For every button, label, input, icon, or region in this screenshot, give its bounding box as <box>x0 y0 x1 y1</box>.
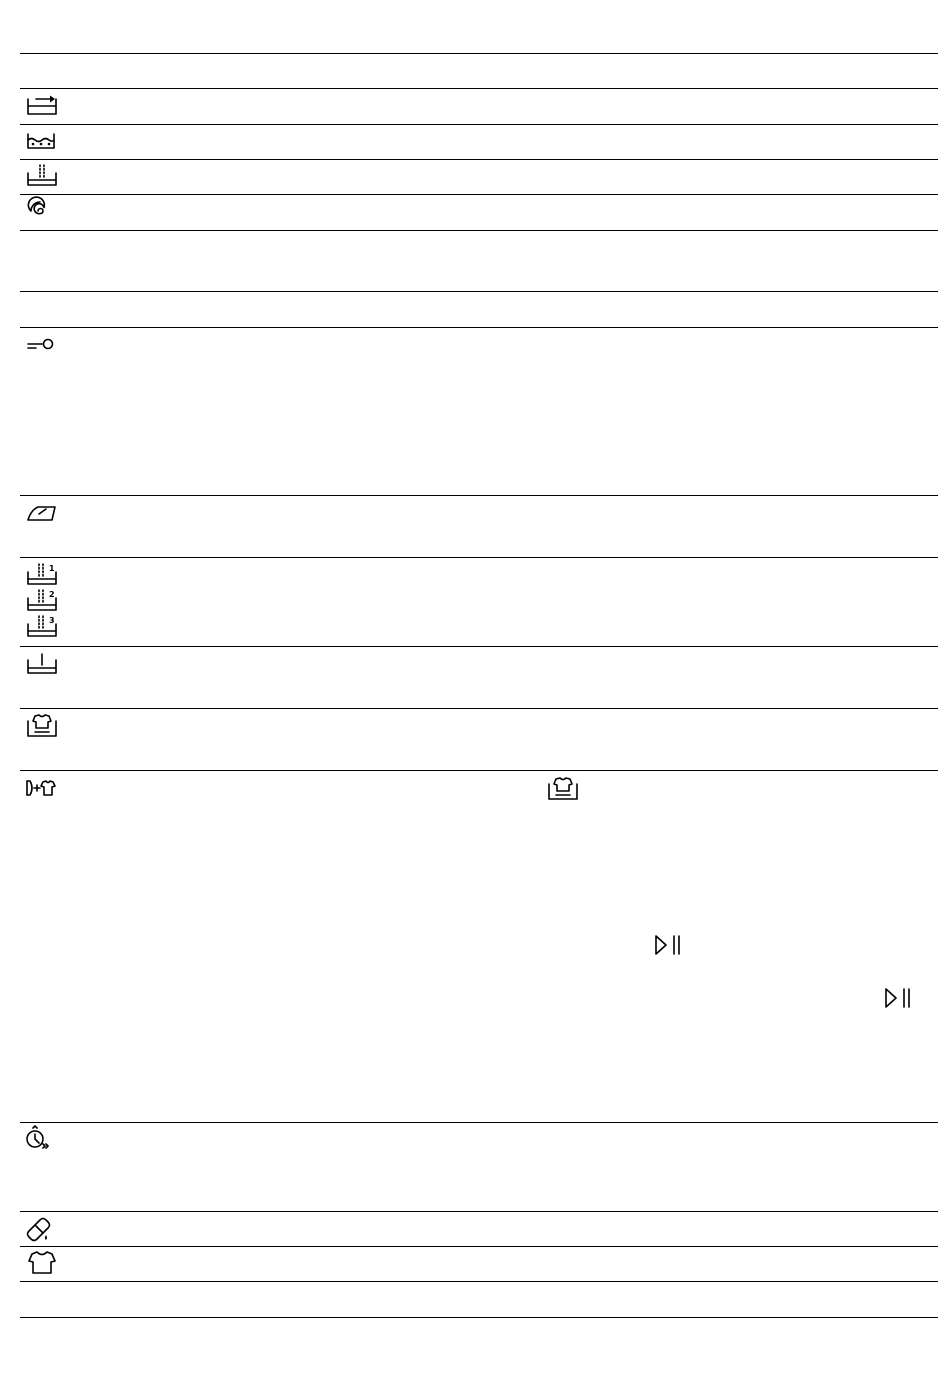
prewash-icon <box>24 92 60 118</box>
table-rule <box>20 53 938 54</box>
table-rule <box>20 770 938 771</box>
table-rule <box>20 495 938 496</box>
rinse-plus-2-icon <box>24 587 60 613</box>
table-rule <box>20 159 938 160</box>
stain-remover-icon <box>24 1215 60 1241</box>
table-rule <box>20 646 938 647</box>
rinse-plus-3-number: 3 <box>49 616 55 625</box>
spin-icon <box>24 198 60 224</box>
rinse-plus-2-number: 2 <box>49 590 55 599</box>
table-rule <box>20 124 938 125</box>
table-rule <box>20 1122 938 1123</box>
rinse-icon <box>24 163 60 189</box>
stain-care-icon <box>545 776 581 802</box>
table-rule <box>20 1317 938 1318</box>
table-rule <box>20 194 938 195</box>
rinse-plus-1-number: 1 <box>49 564 55 573</box>
table-rule <box>20 291 938 292</box>
table-rule <box>20 1211 938 1212</box>
table-rule <box>20 327 938 328</box>
shirt-icon <box>24 1250 60 1276</box>
table-rule <box>20 557 938 558</box>
easy-iron-icon <box>24 500 60 526</box>
child-lock-icon <box>24 331 60 357</box>
table-rule <box>20 1281 938 1282</box>
table-rule <box>20 230 938 231</box>
intensive-wash-icon <box>24 128 60 154</box>
stain-care-icon <box>24 713 60 739</box>
table-rule <box>20 88 938 89</box>
time-delay-icon <box>24 1126 60 1152</box>
rinse-plus-1-icon <box>24 561 60 587</box>
table-rule <box>20 708 938 709</box>
extra-rinse-icon <box>24 651 60 677</box>
start-pause-icon <box>652 932 688 958</box>
add-laundry-icon <box>24 776 60 802</box>
table-rule <box>20 1246 938 1247</box>
rinse-plus-3-icon <box>24 613 60 639</box>
start-pause-icon <box>882 985 918 1011</box>
